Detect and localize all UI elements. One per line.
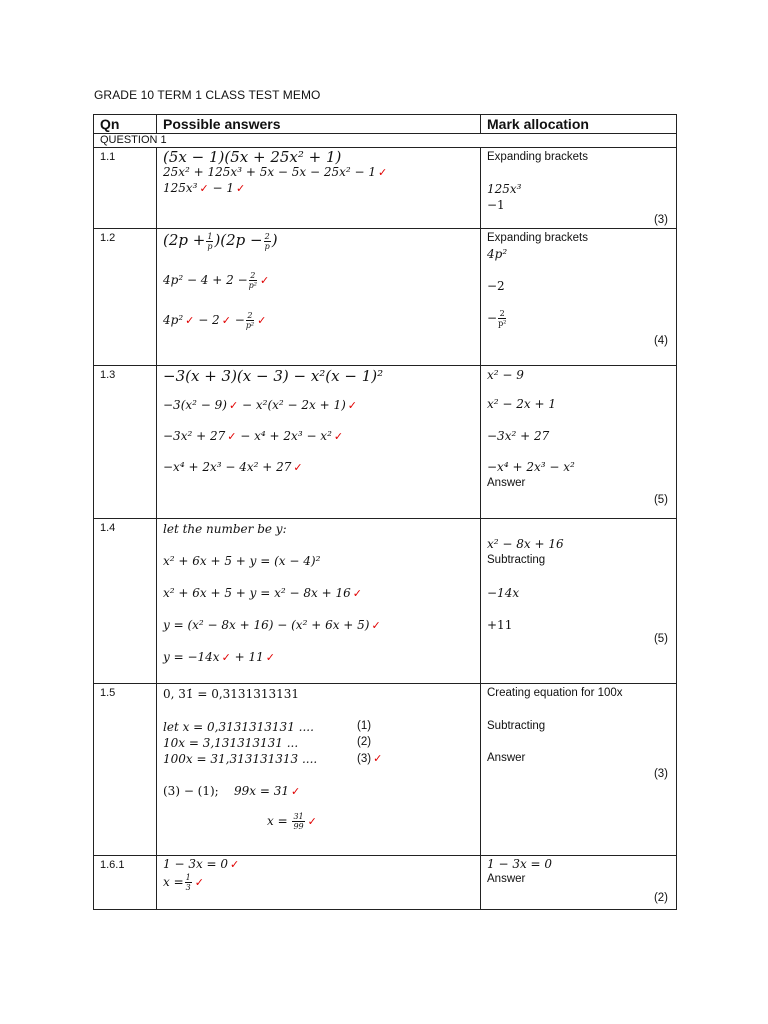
mark-cell [481,229,677,366]
answer-line: 10x = 3,131313131 ... [163,736,299,750]
answer-cell [157,148,481,229]
mark-line: −2 [487,279,505,293]
mark-cell [481,856,677,910]
mark-line: −1 [487,198,505,212]
mark-cell [481,519,677,684]
header-mark-allocation: Mark allocation [481,115,677,134]
tick-icon: ✓ [228,399,239,412]
tick-icon: ✓ [265,651,275,664]
tick-icon: ✓ [373,752,383,765]
mark-line: Answer [487,477,526,489]
tick-icon: ✓ [227,430,237,443]
mark-cell [481,366,677,519]
mark-line: −3x² + 27 [487,429,550,443]
question-number: 1.5 [94,684,157,856]
answer-line: (3) − (1); 99x = 31 ✓ [163,784,301,798]
mark-line: Expanding brackets [487,232,589,244]
question-number: 1.6.1 [94,856,157,910]
mark-line: x² − 8x + 16 [487,537,564,551]
section-row [94,134,677,148]
mark-line: Expanding brackets [487,151,589,163]
mark-line: −14x [487,586,520,600]
answer-line: 4p² ✓ − 2 ✓ − $\frac{2}{\text{p²}}$ ✓ [163,311,267,330]
tick-icon: ✓ [236,182,246,195]
answer-line: 0, 31̇ = 0,3131313131 [163,687,300,701]
mark-line: 1 − 3x = 0 [487,857,553,871]
answer-line: −3x² + 27 ✓ − x⁴ + 2x³ − x² ✓ [163,429,344,443]
answer-cell [157,366,481,519]
answer-line: −3(x + 3)(x − 3) − x²(x − 1)² [163,367,384,385]
header-row [94,115,677,134]
tick-icon: ✓ [230,858,240,871]
answer-line: (5x − 1)(5x + 25x² + 1) [163,148,342,166]
table-row [94,856,677,910]
answer-line: x² + 6x + 5 + y = (x − 4)² [163,554,321,568]
tick-icon: ✓ [371,619,381,632]
tick-icon: ✓ [347,399,358,412]
equation-label: (2) [357,736,372,748]
header-qn: Qn [94,115,157,134]
answer-line: y = −14x ✓ + 11 ✓ [163,650,275,664]
tick-icon: ✓ [199,182,209,195]
tick-icon: ✓ [293,461,303,474]
answer-line: x = $\frac{31}{99}$ ✓ [267,812,317,831]
answer-line: 4p² − 4 + 2 − $\frac{2}{\text{p²}}$ ✓ [163,271,270,290]
document-title: GRADE 10 TERM 1 CLASS TEST MEMO [94,88,321,102]
answer-line: (2p + $\frac{1}{p}$ )(2p − $\frac{2}{p}$ ) [163,231,278,251]
mark-cell [481,684,677,856]
mark-total: (3) [653,768,668,780]
answer-line: 25x² + 125x³ + 5x − 5x − 25x² − 1 ✓ [163,165,388,179]
mark-cell [481,148,677,229]
answer-line: x = $\frac{1}{3}$ ✓ [163,873,204,892]
equation-label: (1) [357,720,372,732]
tick-icon: ✓ [352,587,362,600]
tick-icon: ✓ [378,166,388,179]
header-possible-answers: Possible answers [157,115,481,134]
table-row [94,148,677,229]
mark-line: Subtracting [487,554,546,566]
memo-table [93,114,677,910]
answer-line: let the number be y: [163,522,287,536]
mark-line: +11 [487,618,513,632]
answer-line: −3(x² − 9) ✓ − x²(x² − 2x + 1) ✓ [163,398,358,412]
question-number: 1.4 [94,519,157,684]
tick-icon: ✓ [185,314,195,327]
mark-line: −x⁴ + 2x³ − x² [487,460,575,474]
mark-line: − $\frac{2}{\text{p²}}$ [487,309,507,328]
answer-line: y = (x² − 8x + 16) − (x² + 6x + 5) ✓ [163,618,381,632]
mark-line: 125x³ [487,182,522,196]
table-row [94,684,677,856]
mark-total: (5) [653,494,668,506]
mark-total: (3) [653,214,668,226]
tick-icon: ✓ [257,314,267,327]
tick-icon: ✓ [259,274,270,287]
answer-line: let x = 0,3131313131 .... [163,720,314,734]
mark-line: Creating equation for 100x [487,687,623,699]
mark-total: (4) [653,335,668,347]
answer-cell [157,684,481,856]
tick-icon: ✓ [221,651,231,664]
question-number: 1.3 [94,366,157,519]
mark-line: x² − 2x + 1 [487,397,556,411]
answer-cell [157,229,481,366]
mark-line: Subtracting [487,720,546,732]
answer-line: 125x³ ✓ − 1 ✓ [163,181,246,195]
answer-line: x² + 6x + 5 + y = x² − 8x + 16 ✓ [163,586,362,600]
tick-icon: ✓ [333,430,344,443]
answer-line: −x⁴ + 2x³ − 4x² + 27 ✓ [163,460,303,474]
mark-line: x² − 9 [487,368,524,382]
answer-line: 1 − 3x = 0 ✓ [163,857,240,871]
tick-icon: ✓ [291,785,301,798]
answer-cell [157,856,481,910]
answer-line: 100x = 31,313131313 .... [163,752,318,766]
equation-label: (3) ✓ [357,752,383,765]
tick-icon: ✓ [307,815,317,828]
question-number: 1.2 [94,229,157,366]
table-row [94,366,677,519]
mark-total: (5) [653,633,668,645]
answer-cell [157,519,481,684]
question-number: 1.1 [94,148,157,229]
table-row [94,519,677,684]
section-label: QUESTION 1 [94,134,677,148]
mark-total: (2) [653,892,668,904]
table-row [94,229,677,366]
tick-icon: ✓ [194,876,204,889]
mark-line: Answer [487,752,526,764]
mark-line: Answer [487,873,526,885]
tick-icon: ✓ [221,314,231,327]
mark-line: 4p² [487,247,508,261]
